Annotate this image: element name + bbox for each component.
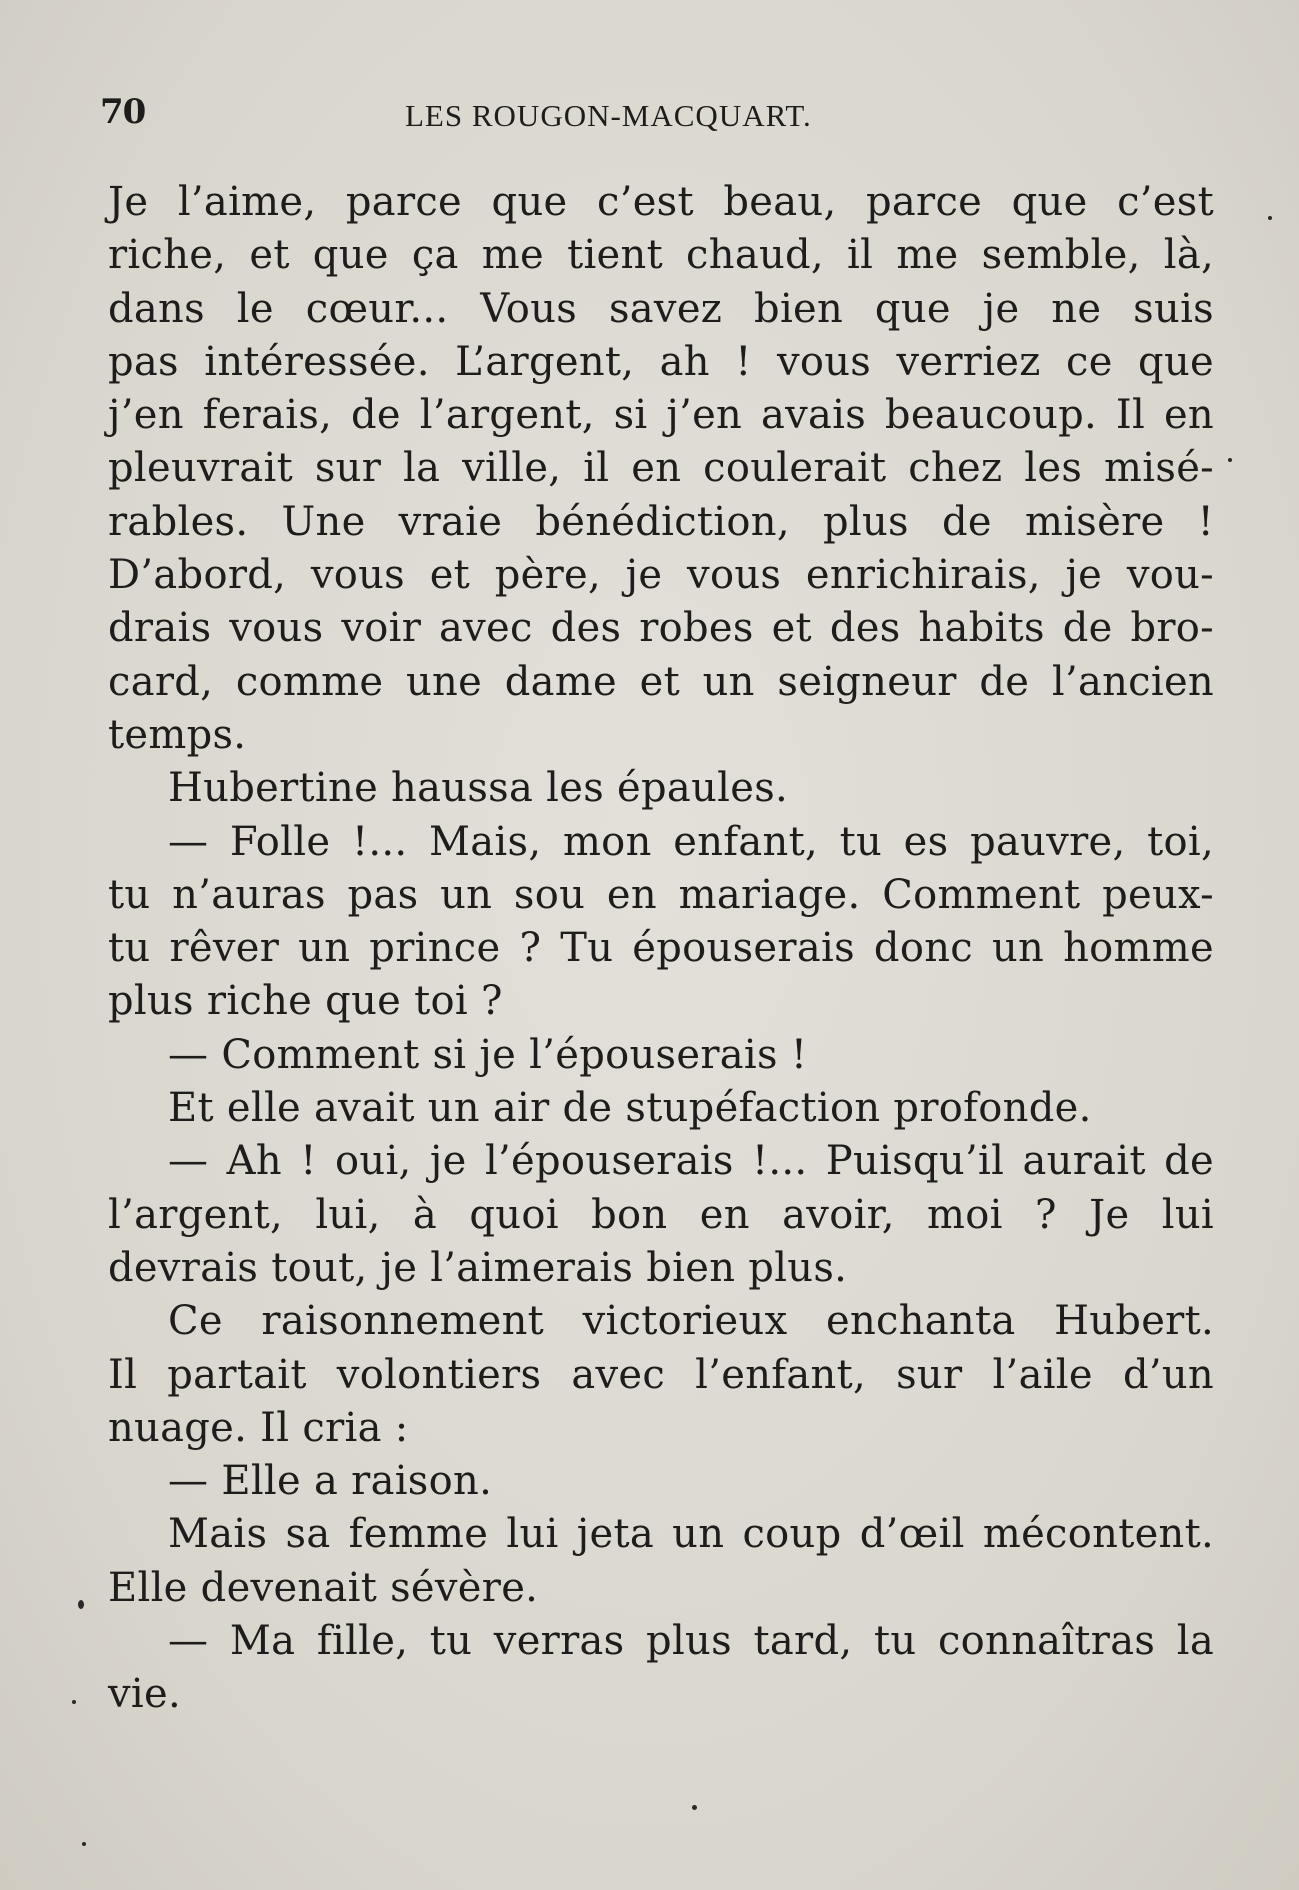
text-line: pleuvrait sur la ville, il en coulerait chez les misé- bbox=[108, 445, 1214, 492]
text-line: vie. bbox=[108, 1671, 181, 1718]
text-line: drais vous voir avec des robes et des habits de bro- bbox=[108, 605, 1214, 652]
paper-speck bbox=[82, 1842, 86, 1846]
text-line: rables. Une vraie bénédiction, plus de misère ! bbox=[108, 498, 1214, 545]
paper-speck bbox=[72, 1700, 76, 1704]
text-line: — Folle !... Mais, mon enfant, tu es pauvre, toi, bbox=[168, 818, 1214, 865]
running-title: LES ROUGON-MACQUART. bbox=[405, 98, 812, 133]
paper-speck bbox=[1268, 216, 1272, 220]
text-line: nuage. Il cria : bbox=[108, 1404, 409, 1451]
paper-speck bbox=[1228, 458, 1232, 462]
text-line: Elle devenait sévère. bbox=[108, 1564, 539, 1611]
text-line: Il partait volontiers avec l’enfant, sur l’aile d’un bbox=[108, 1351, 1214, 1398]
text-line: — Comment si je l’épouserais ! bbox=[168, 1031, 808, 1078]
text-line: D’abord, vous et père, je vous enrichirais, je vou- bbox=[108, 552, 1214, 599]
text-line: dans le cœur... Vous savez bien que je ne suis bbox=[108, 285, 1214, 332]
text-line: — Elle a raison. bbox=[168, 1458, 493, 1505]
text-line: Et elle avait un air de stupéfaction profonde. bbox=[168, 1085, 1092, 1132]
text-line: card, comme une dame et un seigneur de l’ancien bbox=[108, 658, 1214, 705]
text-line: devrais tout, je l’aimerais bien plus. bbox=[108, 1244, 848, 1291]
body-text bbox=[108, 176, 1214, 1722]
text-line: j’en ferais, de l’argent, si j’en avais beaucoup. Il en bbox=[108, 392, 1214, 439]
text-line: plus riche que toi ? bbox=[108, 978, 503, 1025]
text-line: — Ah ! oui, je l’épouserais !... Puisqu’il aurait de bbox=[168, 1138, 1214, 1185]
page-number: 70 bbox=[100, 92, 146, 132]
paper-speck bbox=[692, 1805, 697, 1810]
text-line: Ce raisonnement victorieux enchanta Hubert. bbox=[168, 1298, 1214, 1345]
text-line: — Ma fille, tu verras plus tard, tu connaîtras la bbox=[168, 1618, 1214, 1665]
page-header bbox=[100, 92, 1000, 132]
text-line: Mais sa femme lui jeta un coup d’œil mécontent. bbox=[168, 1511, 1214, 1558]
text-line: tu n’auras pas un sou en mariage. Comment peux- bbox=[108, 871, 1214, 918]
text-line: Je l’aime, parce que c’est beau, parce que c’est bbox=[108, 179, 1214, 225]
text-line: l’argent, lui, à quoi bon en avoir, moi ? Je lui bbox=[108, 1191, 1214, 1238]
text-line: tu rêver un prince ? Tu épouserais donc un homme bbox=[108, 925, 1214, 972]
text-line: riche, et que ça me tient chaud, il me semble, là, bbox=[108, 232, 1214, 279]
text-line: temps. bbox=[108, 711, 247, 758]
text-line: pas intéressée. L’argent, ah ! vous verriez ce que bbox=[108, 338, 1214, 385]
paper-speck bbox=[78, 1600, 84, 1609]
text-line: Hubertine haussa les épaules. bbox=[168, 765, 789, 812]
